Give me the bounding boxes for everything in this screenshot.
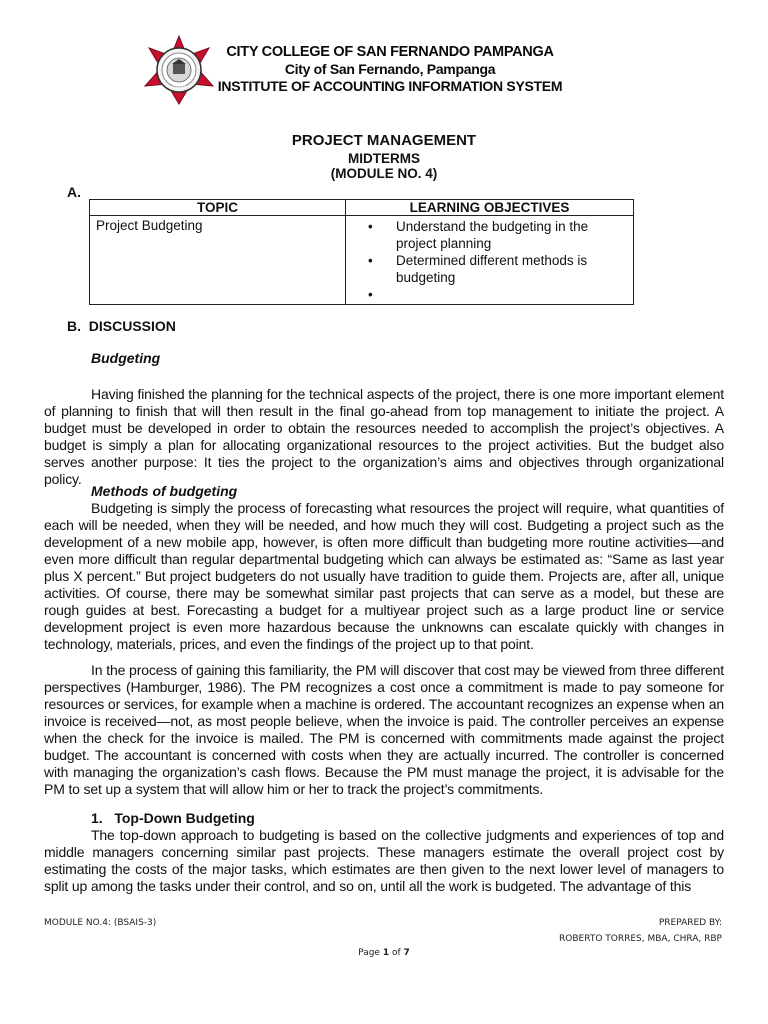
section-b-label: B. [67, 318, 81, 334]
table-row [90, 216, 634, 305]
top-down-heading [91, 810, 255, 826]
paragraph-methods-text: Budgeting is simply the process of forecasting what resources the project will require, what quantities of each will be needed, when they will be needed, and how much they will cost. Budgeting a project such as the development of a new mobile app, however, is often more difficult than budgeting more routine activities—and even more difficult than regular departmental budgeting which can always be estimated as: “Same as last year plus X percent.” But project budgeters do not usually have tradition to guide them. Projects are, after all, unique activities. Of course, there may be somewhat similar past projects that can serve as a model, but these are rough guides at best. Forecasting a budget for a multiyear project such as a large product line or service development project is even more hazardous because the unknowns can escalate quickly with changes in technology, materials, prices, and even the findings of the project up to that point. [44, 500, 724, 652]
item-title: Top-Down Budgeting [114, 810, 255, 826]
footer-prepared-label: PREPARED BY: [658, 918, 722, 928]
college-city: City of San Fernando, Pampanga [284, 61, 496, 77]
table-header-objectives: LEARNING OBJECTIVES [346, 200, 634, 216]
footer-page-number: Page 1 of 7 [358, 948, 410, 958]
paragraph-intro [44, 386, 724, 488]
document-module: (MODULE NO. 4) [330, 166, 438, 181]
svg-text:2009: 2009 [172, 85, 186, 91]
footer-module: MODULE NO.4: (BSAIS-3) [44, 918, 157, 928]
document-title: PROJECT MANAGEMENT [291, 132, 477, 149]
objective-item: • Determined different methods is budgeting [368, 252, 629, 286]
paragraph-top-down-text: The top-down approach to budgeting is based on the collective judgments and experiences of top and middle managers concerning similar past projects. These managers estimate the overall project cost by estimating the costs of the major tasks, which estimates are then given to the next lower level of managers to split up among the tasks under their control, and so on, until all the work is budgeted. The advantage of this [44, 827, 724, 894]
paragraph-intro-text: Having finished the planning for the technical aspects of the project, there is one more important element of planning to finish that will then result in the final go-ahead from top management to initiate the project. A budget must be developed in order to obtain the resources needed to accomplish the project’s objectives. A budget is simply a plan for allocating organizational resources to the project activities. But the budget also serves another purpose: It ties the project to the organization’s aims and objectives through organizational policy. [44, 386, 724, 487]
paragraph-perspectives [44, 662, 724, 798]
paragraph-top-down [44, 827, 724, 895]
objectives-list [350, 218, 629, 303]
section-b-heading [67, 318, 176, 334]
paragraph-perspectives-text: In the process of gaining this familiarity, the PM will discover that cost may be viewed from three different perspectives (Hamburger, 1986). The PM recognizes a cost once a commitment is made to pay someone for resources or services, for example when a machine is ordered. The accountant recognizes an expense when an invoice is received—not, as most people believe, when the invoice is paid. The controller perceives an expense when the check for the invoice is mailed. The PM is concerned with commitments made against the project budget. The accountant is concerned with costs when they are actually incurred. The controller is concerned with managing the organization’s cash flows. Because the PM must manage the project, it is advisable for the PM to set up a system that will allow him or her to track the project’s commitments. [44, 662, 724, 797]
objectives-cell [346, 216, 634, 305]
objective-item: • Understand the budgeting in the project planning [368, 218, 629, 252]
methods-subheading: Methods of budgeting [91, 483, 238, 499]
document-term: MIDTERMS [348, 151, 420, 166]
table-header-topic: TOPIC [90, 200, 346, 216]
item-number: 1. [91, 810, 103, 826]
table-header-row [90, 200, 634, 216]
section-a-label: A. [67, 184, 81, 200]
topic-cell: Project Budgeting [90, 216, 346, 305]
institute-name: INSTITUTE OF ACCOUNTING INFORMATION SYSTEM [217, 78, 563, 94]
footer-preparer: ROBERTO TORRES, MBA, CHRA, RBP [559, 934, 722, 944]
budgeting-subheading: Budgeting [91, 350, 161, 366]
objective-item-empty [368, 286, 629, 303]
objectives-table [89, 199, 634, 305]
paragraph-methods [44, 500, 724, 653]
college-name: CITY COLLEGE OF SAN FERNANDO PAMPANGA [226, 44, 554, 60]
section-b-title: DISCUSSION [88, 318, 176, 334]
